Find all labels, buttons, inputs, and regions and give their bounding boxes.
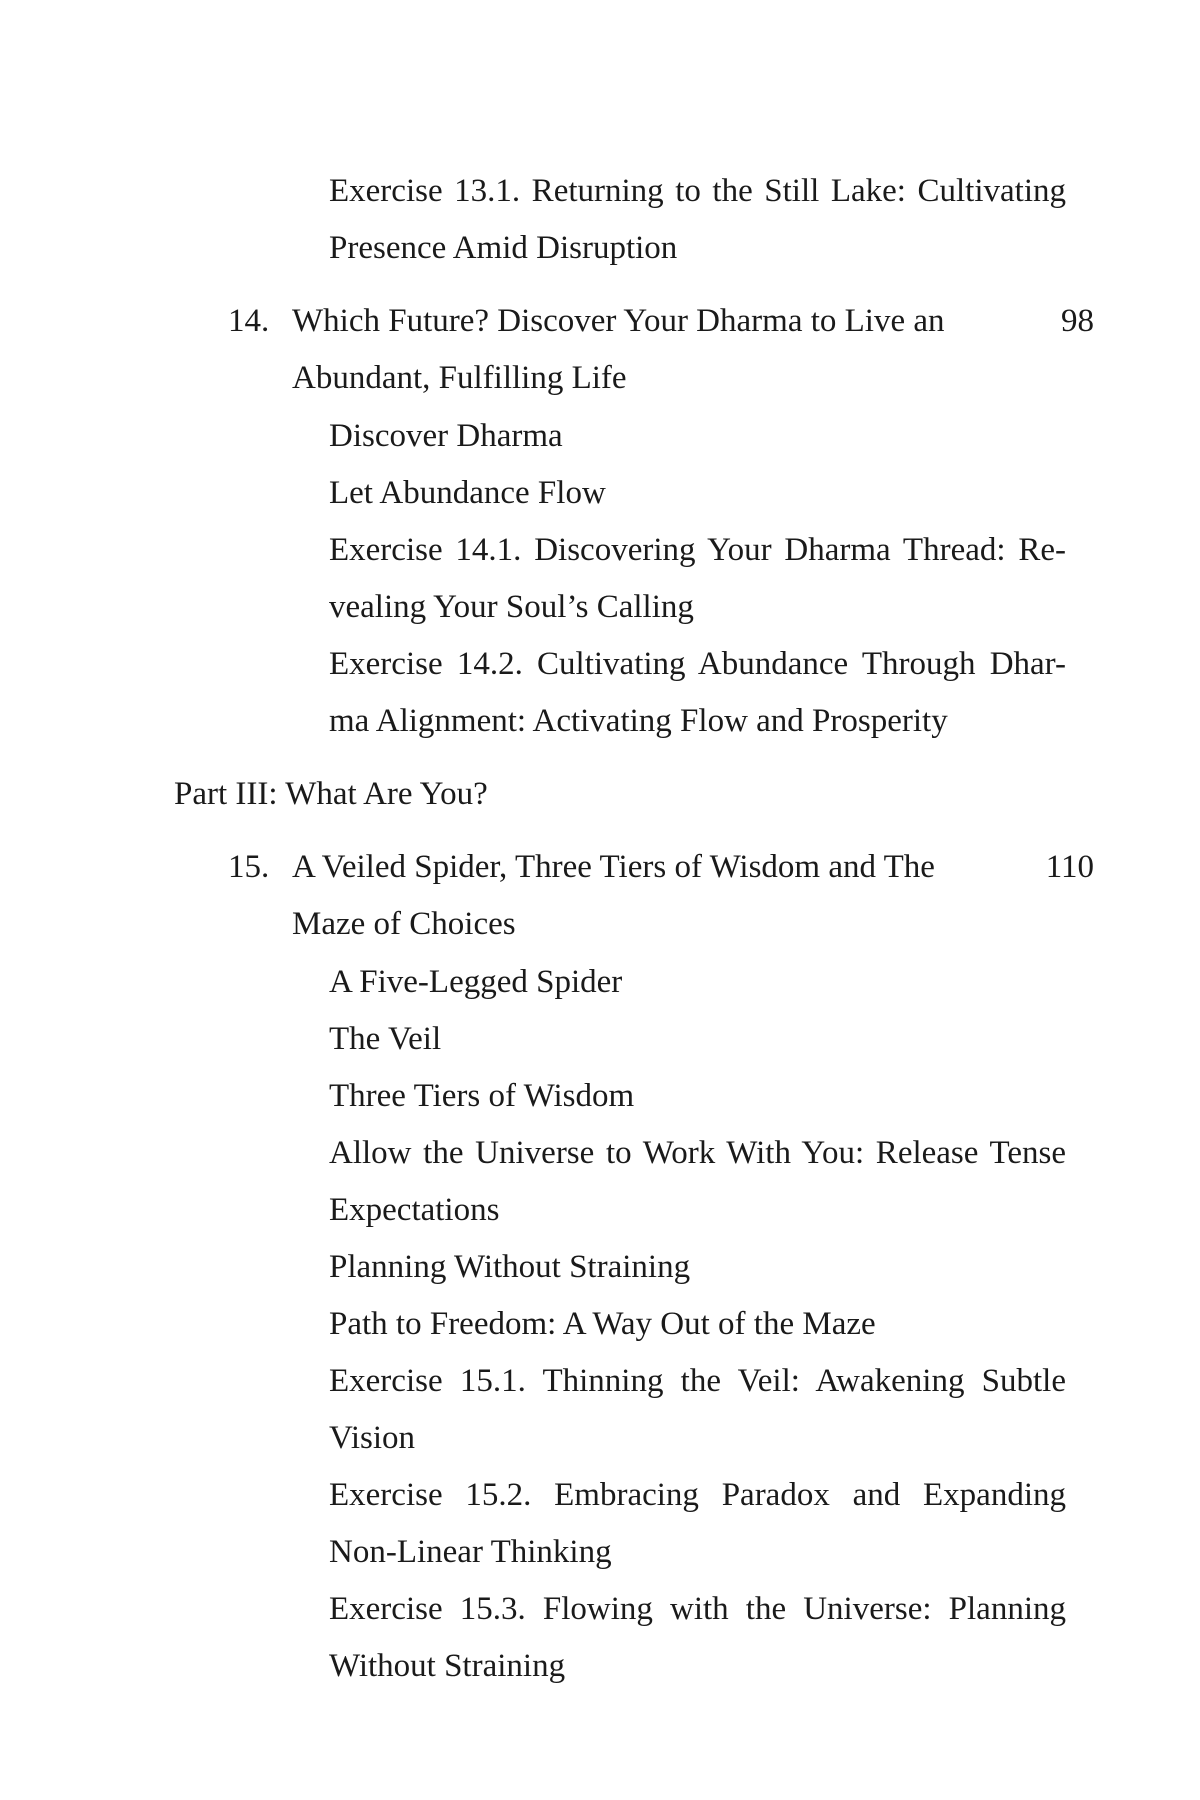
toc-entry-exercise-15-1-cont[interactable]: Vision [329, 1420, 416, 1456]
toc-entry-planning-without-straining[interactable]: Planning Without Straining [329, 1249, 691, 1285]
chapter-14-number: 14. [228, 303, 270, 339]
chapter-14-title-cont[interactable]: Abundant, Fulfilling Life [292, 360, 627, 396]
toc-entry-allow-universe-cont[interactable]: Expectations [329, 1192, 500, 1228]
toc-entry-the-veil[interactable]: The Veil [329, 1021, 442, 1057]
toc-entry-allow-universe[interactable]: Allow the Universe to Work With You: Release Tense [329, 1135, 1066, 1171]
toc-entry-exercise-14-1-cont[interactable]: vealing Your Soul’s Calling [329, 589, 694, 625]
toc-entry-discover-dharma[interactable]: Discover Dharma [329, 418, 563, 454]
chapter-14-page: 98 [1061, 303, 1094, 339]
chapter-14-title[interactable]: Which Future? Discover Your Dharma to Live an [292, 303, 945, 339]
toc-entry-exercise-15-1[interactable]: Exercise 15.1. Thinning the Veil: Awakening Subtle [329, 1363, 1066, 1399]
toc-entry-exercise-15-3-cont[interactable]: Without Straining [329, 1648, 566, 1684]
chapter-15-title[interactable]: A Veiled Spider, Three Tiers of Wisdom and The [292, 849, 935, 885]
chapter-15-number: 15. [228, 849, 270, 885]
toc-entry-exercise-13-1-cont[interactable]: Presence Amid Disruption [329, 230, 678, 266]
toc-entry-five-legged-spider[interactable]: A Five-Legged Spider [329, 964, 623, 1000]
toc-entry-let-abundance-flow[interactable]: Let Abundance Flow [329, 475, 606, 511]
toc-entry-exercise-15-3[interactable]: Exercise 15.3. Flowing with the Universe: Planning [329, 1591, 1066, 1627]
chapter-15-page: 110 [1045, 849, 1094, 885]
toc-entry-exercise-14-2[interactable]: Exercise 14.2. Cultivating Abundance Through Dhar- [329, 646, 1066, 682]
chapter-15-title-cont[interactable]: Maze of Choices [292, 906, 516, 942]
toc-entry-three-tiers[interactable]: Three Tiers of Wisdom [329, 1078, 635, 1114]
part-3-heading[interactable]: Part III: What Are You? [174, 776, 488, 812]
toc-entry-exercise-15-2[interactable]: Exercise 15.2. Embracing Paradox and Expanding [329, 1477, 1066, 1513]
toc-entry-path-to-freedom[interactable]: Path to Freedom: A Way Out of the Maze [329, 1306, 876, 1342]
toc-entry-exercise-14-1[interactable]: Exercise 14.1. Discovering Your Dharma Thread: Re- [329, 532, 1066, 568]
toc-entry-exercise-14-2-cont[interactable]: ma Alignment: Activating Flow and Prosperity [329, 703, 948, 739]
toc-entry-exercise-15-2-cont[interactable]: Non-Linear Thinking [329, 1534, 612, 1570]
toc-entry-exercise-13-1[interactable]: Exercise 13.1. Returning to the Still Lake: Cultivating [329, 173, 1066, 209]
